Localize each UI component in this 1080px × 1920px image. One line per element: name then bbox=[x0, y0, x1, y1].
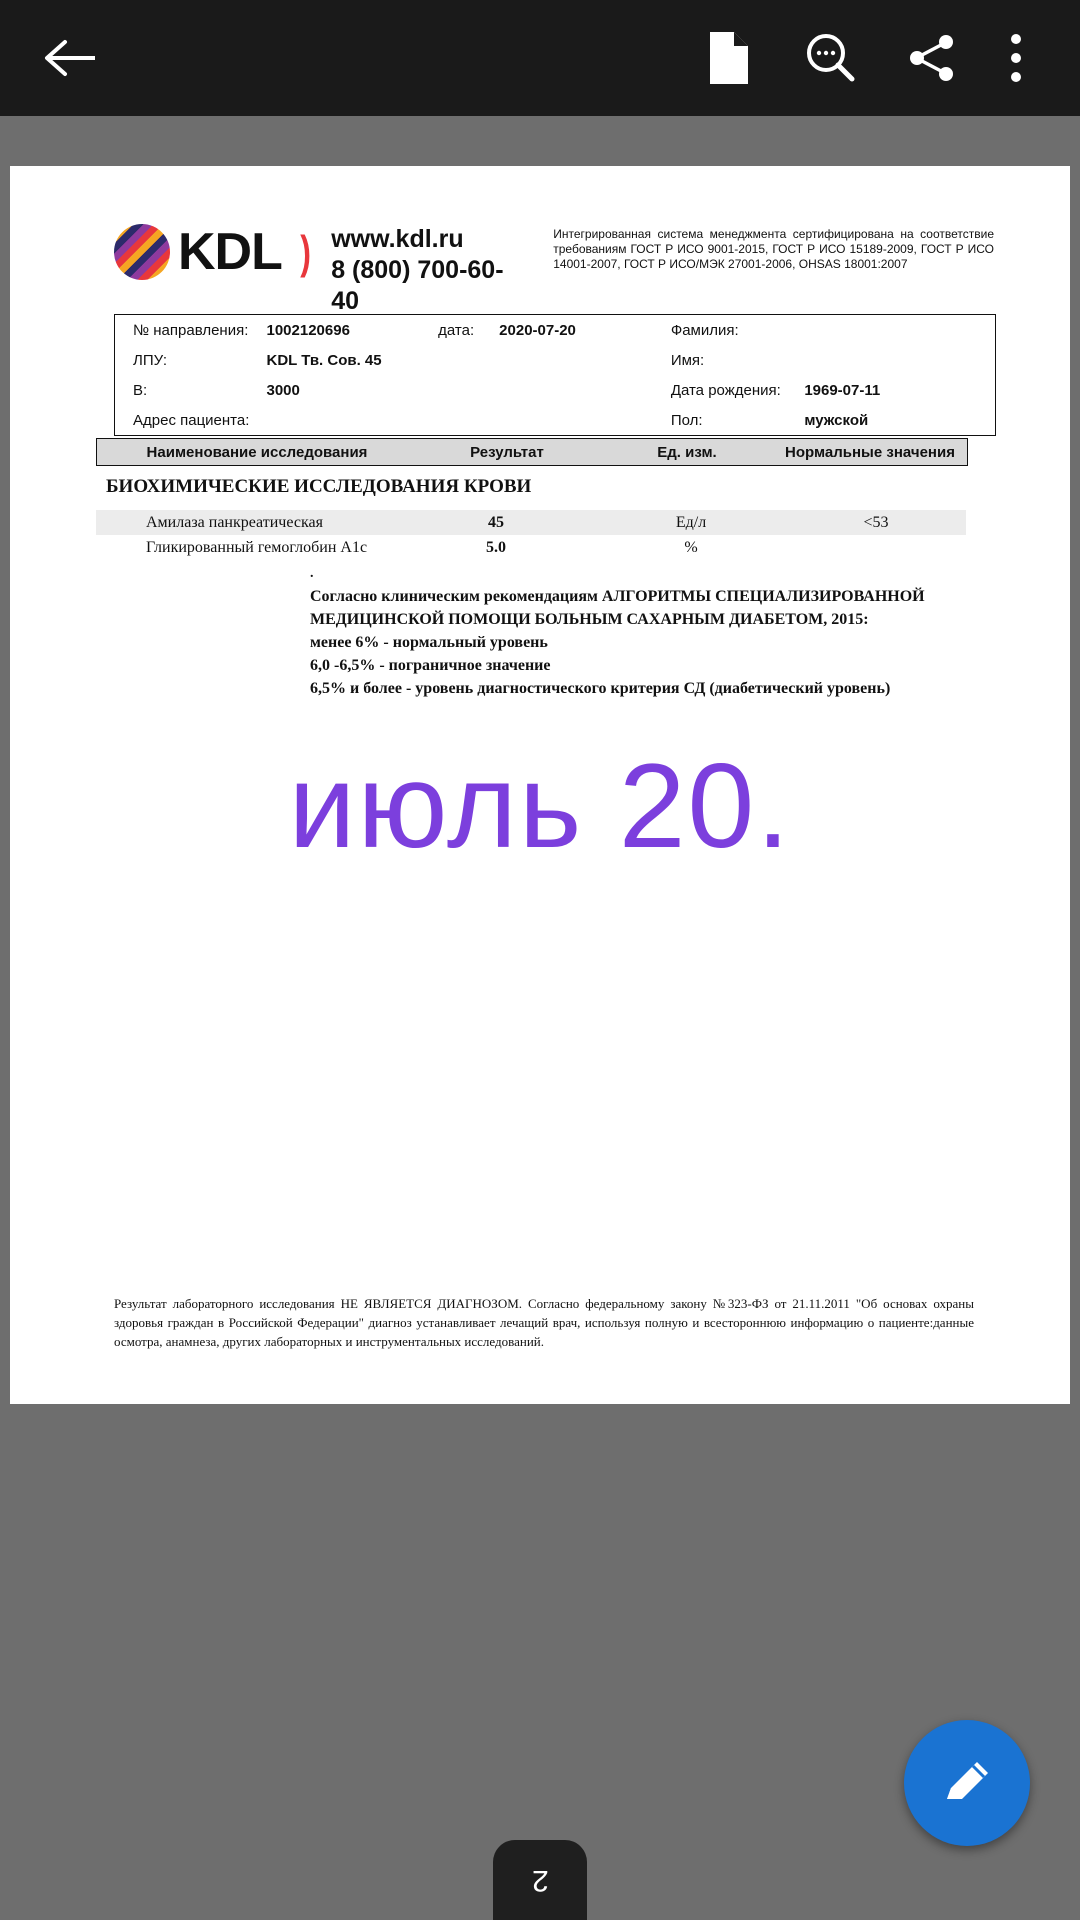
clinic-value: KDL Тв. Сов. 45 bbox=[266, 351, 382, 369]
result-norm: <53 bbox=[863, 513, 889, 531]
share-icon[interactable] bbox=[894, 20, 970, 96]
logo-ball-icon bbox=[114, 224, 170, 280]
result-value: 5.0 bbox=[486, 538, 506, 556]
section-title: БИОХИМИЧЕСКИЕ ИССЛЕДОВАНИЯ КРОВИ bbox=[106, 476, 532, 497]
lastname-label: Фамилия: bbox=[670, 321, 739, 339]
table-row bbox=[115, 345, 995, 375]
column-header-name: Наименование исследования bbox=[146, 443, 368, 461]
table-row bbox=[115, 375, 995, 405]
more-icon[interactable] bbox=[996, 20, 1036, 96]
column-header-unit: Ед. изм. bbox=[657, 443, 717, 461]
note-line-4: 6,0 -6,5% - пограничное значение bbox=[310, 657, 551, 674]
b-label: В: bbox=[133, 381, 148, 399]
address-label: Адрес пациента: bbox=[133, 411, 250, 429]
b-value: 3000 bbox=[266, 381, 300, 399]
result-name: Амилаза панкреатическая bbox=[146, 513, 323, 531]
note-line-1: Согласно клиническим рекомендациям АЛГОРИТМЫ СПЕЦИАЛИЗИРОВАННОЙ bbox=[310, 588, 925, 605]
table-row bbox=[115, 405, 995, 435]
website-text: www.kdl.ru bbox=[331, 225, 464, 253]
birth-value: 1969-07-11 bbox=[804, 381, 881, 399]
gender-label: Пол: bbox=[670, 411, 703, 429]
document-header bbox=[114, 223, 994, 315]
column-header-result: Результат bbox=[470, 443, 544, 461]
top-app-bar bbox=[0, 0, 1080, 116]
note-line-3: менее 6% - нормальный уровень bbox=[310, 634, 548, 651]
logo-swish-icon: ) bbox=[300, 226, 311, 278]
result-value: 45 bbox=[488, 513, 504, 531]
note-dot: . bbox=[310, 566, 314, 581]
disclaimer-text: Результат лабораторного исследования НЕ ЯВЛЯЕТСЯ ДИАГНОЗОМ. Согласно федеральному закону №323-ФЗ от 21.11.2011 "Об основах охраны здоровья граждан в Российской Федерации" диагноз устанавливает лечащий врач, используя полную и всестороннюю информацию о пациенте:данные осмотра, анамнеза, других лабораторных и инструментальных исследований. bbox=[114, 1296, 974, 1349]
contact-block bbox=[331, 224, 527, 317]
clinical-notes bbox=[310, 562, 970, 700]
clinic-label: ЛПУ: bbox=[133, 351, 167, 369]
document-page[interactable] bbox=[10, 166, 1070, 1404]
table-row bbox=[115, 315, 995, 345]
referral-value: 1002120696 bbox=[266, 321, 350, 339]
page-number: 2 bbox=[531, 1864, 549, 1897]
page-indicator bbox=[493, 1840, 587, 1920]
kdl-logo bbox=[114, 224, 313, 280]
table-row bbox=[96, 535, 966, 560]
gender-value: мужской bbox=[804, 411, 869, 429]
certification-text: Интегрированная система менеджмента сертифицирована на соответствие требованиям ГОСТ Р ИСО 9001-2015, ГОСТ Р ИСО 15189-2009, ГОСТ Р ИСО 14001-2007, ГОСТ Р ИСО/МЭК 27001-2006, OHSAS 18001:2007 bbox=[553, 227, 994, 271]
result-unit: % bbox=[684, 538, 698, 556]
date-value: 2020-07-20 bbox=[499, 321, 576, 339]
search-icon[interactable] bbox=[792, 20, 868, 96]
results-table-header bbox=[96, 438, 968, 466]
note-line-2: МЕДИЦИНСКОЙ ПОМОЩИ БОЛЬНЫМ САХАРНЫМ ДИАБЕТОМ, 2015: bbox=[310, 611, 869, 628]
document-icon[interactable] bbox=[690, 20, 766, 96]
logo-brand: KDL bbox=[178, 223, 282, 281]
column-header-norm: Нормальные значения bbox=[785, 443, 955, 461]
table-row bbox=[96, 510, 966, 535]
patient-info-table bbox=[114, 314, 996, 436]
birth-label: Дата рождения: bbox=[670, 381, 781, 399]
annotation-text: июль 20. bbox=[288, 739, 792, 873]
back-button[interactable] bbox=[36, 23, 106, 93]
result-unit: Ед/л bbox=[675, 513, 707, 531]
result-name: Гликированный гемоглобин A1c bbox=[146, 538, 368, 556]
date-label: дата: bbox=[438, 321, 475, 339]
note-line-5: 6,5% и более - уровень диагностического критерия СД (диабетический уровень) bbox=[310, 680, 891, 697]
referral-label: № направления: bbox=[133, 321, 249, 339]
firstname-label: Имя: bbox=[670, 351, 705, 369]
phone-text: 8 (800) 700-60-40 bbox=[331, 256, 504, 315]
edit-icon bbox=[939, 1755, 995, 1811]
edit-fab-button[interactable] bbox=[904, 1720, 1030, 1846]
